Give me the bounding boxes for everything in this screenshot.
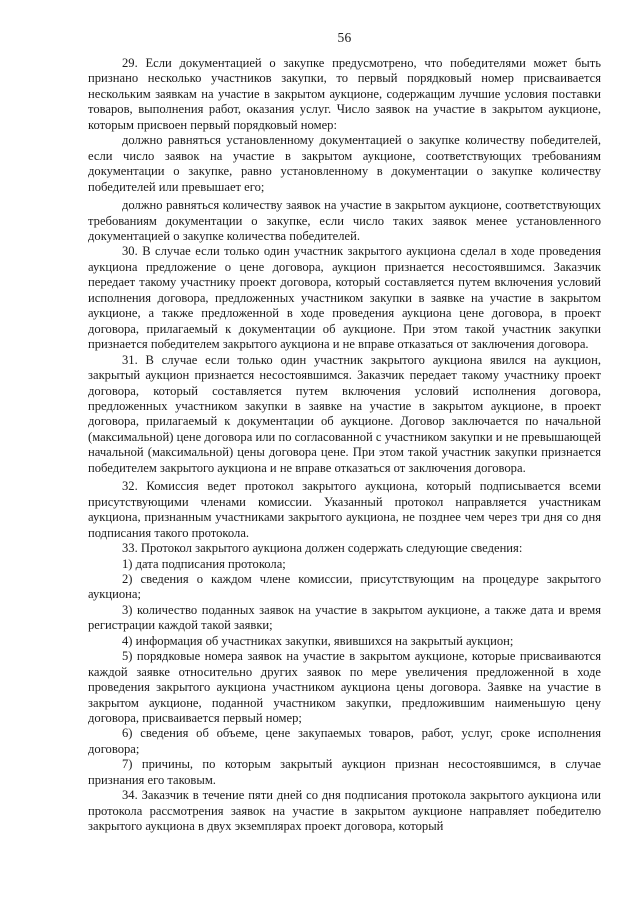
list-item-4: 4) информация об участниках закупки, явившихся на закрытый аукцион;: [122, 633, 514, 648]
paragraph-32: 32. Комиссия ведет протокол закрытого аукциона, который подписывается всеми присутствующими членами комиссии. Указанный протокол направляется участникам аукциона, признанным участниками закрытого аукциона, не позднее чем через три дня со дня подписания такого протокола.: [88, 479, 601, 540]
paragraph-30: 30. В случае если только один участник закрытого аукциона сделал в ходе проведения аукциона предложение о цене договора, аукцион признается несостоявшимся. Заказчик передает такому участнику проект договора, который составляется путем включения условий исполнения договора, предложенных участником закупки в заявке на участие в закрытом аукционе, а также предложенной в ходе проведения аукциона цене договора, в проект договора, прилагаемый к документации об аукционе. При этом такой участник закупки признается победителем закрытого аукциона и не вправе отказаться от заключения договора.: [88, 244, 601, 352]
paragraph-29-item-1: должно равняться установленному документацией о закупке количеству победителей, если число заявок на участие в закрытом аукционе, соответствующих требованиям документации о закупке, равно установленному в документации о закупке количеству победителей или превышает его;: [88, 133, 601, 194]
list-item-3: 3) количество поданных заявок на участие в закрытом аукционе, а также дата и время регистрации каждой такой заявки;: [88, 602, 601, 633]
paragraph-34: 34. Заказчик в течение пяти дней со дня подписания протокола закрытого аукциона или протокола рассмотрения заявок на участие в закрытом аукционе направляет победителю закрытого аукциона в двух экземплярах проект договора, который: [88, 788, 601, 834]
paragraph-31: 31. В случае если только один участник закрытого аукциона явился на аукцион, закрытый аукцион признается несостоявшимся. Заказчик передает такому участнику проект договора, который составляется путем включения условий исполнения договора, предложенных участником закупки в заявке на участие в закрытом аукционе, в проект договора, прилагаемый к документации об аукционе. Договор заключается по начальной (максимальной) цене договора или по согласованной с участником закупки и не превышающей начальной (максимальной) цены договора цене. При этом такой участник закупки признается победителем закрытого аукциона и не вправе отказаться от заключения договора.: [88, 352, 601, 475]
list-item-1: 1) дата подписания протокола;: [122, 556, 286, 571]
paragraph-33: 33. Протокол закрытого аукциона должен содержать следующие сведения:: [122, 541, 523, 556]
page-number: 56: [337, 30, 352, 45]
list-item-7: 7) причины, по которым закрытый аукцион признан несостоявшимся, в случае признания его таковым.: [88, 757, 601, 787]
list-item-2: 2) сведения о каждом члене комиссии, присутствующим на процедуре закрытого аукциона;: [88, 571, 601, 602]
list-item-5: 5) порядковые номера заявок на участие в закрытом аукционе, которые присваиваются каждой заявке относительно других заявок по мере увеличения предложенной в ходе проведения закрытого аукциона участником аукциона цены договора. Заявке на участие в закрытом аукционе, поданной участником закупки, предложившим наименьшую цену договора, присваивается первый номер;: [88, 649, 601, 726]
paragraph-29: 29. Если документацией о закупке предусмотрено, что победителями может быть признано несколько участников закупки, то первый порядковый номер присваивается нескольким заявкам на участие в закрытом аукционе, содержащим лучшие условия поставки товаров, выполнения работ, оказания услуг. Число заявок на участие в закрытом аукционе, которым присвоен первый порядковый номер:: [88, 56, 601, 132]
list-item-6: 6) сведения об объеме, цене закупаемых товаров, работ, услуг, сроке исполнения договора;: [88, 726, 601, 756]
document-body: [88, 56, 601, 835]
paragraph-29-item-2: должно равняться количеству заявок на участие в закрытом аукционе, соответствующих требованиям документации о закупке, если число таких заявок менее установленного документацией о закупке количества победителей.: [88, 198, 601, 243]
